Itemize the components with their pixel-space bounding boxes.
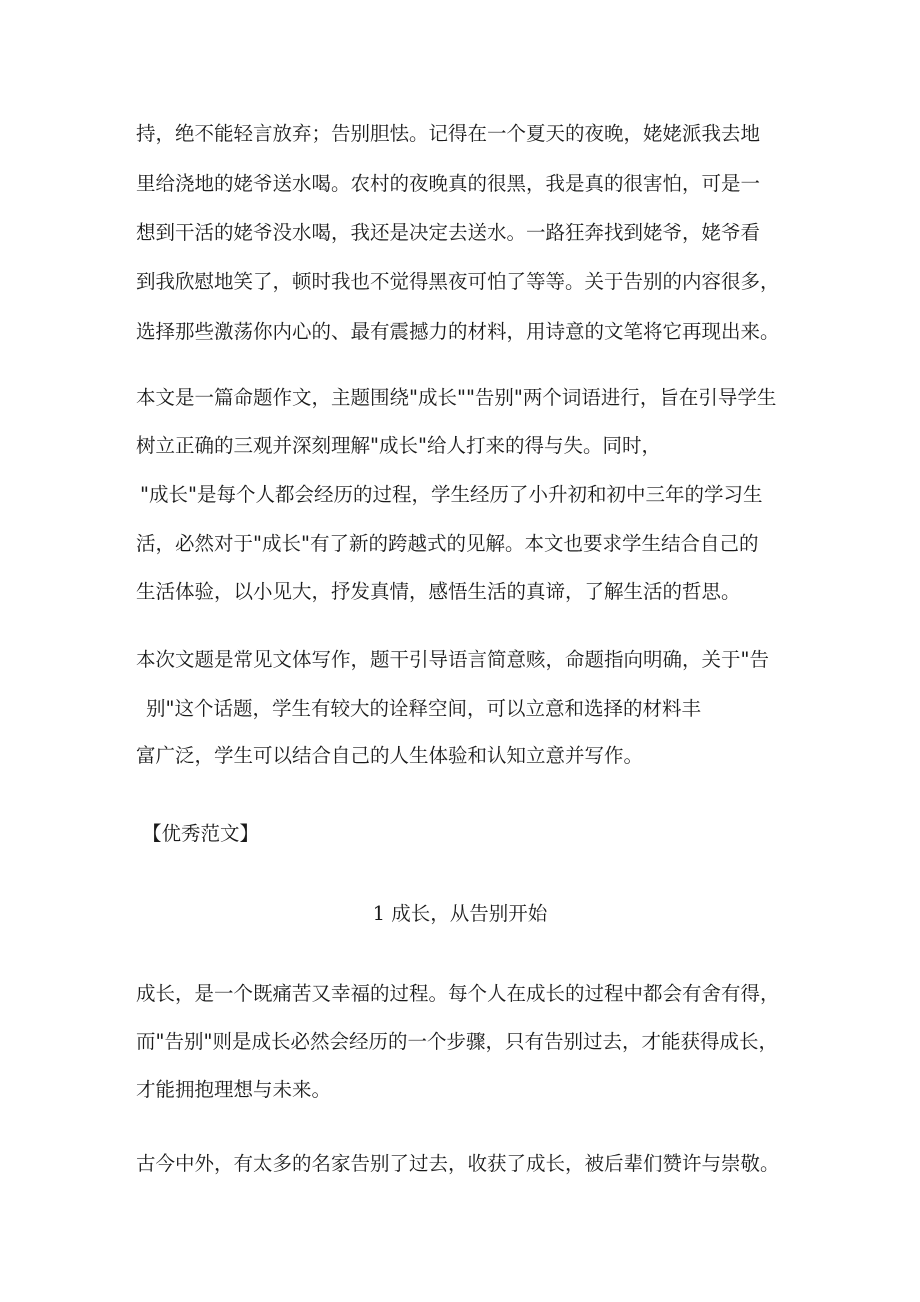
essay-title <box>0 900 920 928</box>
text-line: 树立正确的三观并深刻理解"成长"给人打来的得与失。同时， <box>136 434 661 457</box>
text-line: 生活体验，以小见大，抒发真情，感悟生活的真谛，了解生活的哲思。 <box>136 580 741 603</box>
essay-title-text: 成长，从告别开始 <box>391 902 548 925</box>
text-line: 别"这个话题，学生有较大的诠释空间，可以立意和选择的材料丰 <box>146 697 701 720</box>
text-line: 成长，是一个既痛苦又幸福的过程。每个人在成长的过程中都会有舍有得， <box>136 982 780 1005</box>
text-line: 富广泛，学生可以结合自己的人生体验和认知立意并写作。 <box>136 744 644 767</box>
text-line: 选择那些激荡你内心的、最有震撼力的材料，用诗意的文笔将它再现出来。 <box>136 320 780 343</box>
text-line: 才能拥抱理想与未来。 <box>136 1078 332 1101</box>
text-line: 活，必然对于"成长"有了新的跨越式的见解。本文也要求学生结合自己的 <box>136 532 759 555</box>
text-line: 本文是一篇命题作文，主题围绕"成长""告别"两个词语进行，旨在引导学生 <box>136 386 777 409</box>
section-label: 【优秀范文】 <box>142 822 260 845</box>
text-line: 古今中外，有太多的名家告别了过去，收获了成长，被后辈们赞许与崇敬。 <box>136 1152 780 1175</box>
text-line: 本次文题是常见文体写作，题干引导语言简意赅，命题指向明确，关于"告 <box>136 648 769 671</box>
text-line: 到我欣慰地笑了，顿时我也不觉得黑夜可怕了等等。关于告别的内容很多， <box>136 270 780 293</box>
text-line: 想到干活的姥爷没水喝，我还是决定去送水。一路狂奔找到姥爷，姥爷看 <box>136 221 761 244</box>
text-line: "成长"是每个人都会经历的过程，学生经历了小升初和初中三年的学习生 <box>140 483 763 506</box>
essay-title-number: 1 <box>372 902 386 925</box>
text-line: 而"告别"则是成长必然会经历的一个步骤，只有告别过去，才能获得成长， <box>136 1030 778 1053</box>
text-line: 里给浇地的姥爷送水喝。农村的夜晚真的很黑，我是真的很害怕，可是一 <box>136 172 761 195</box>
text-line: 持，绝不能轻言放弃；告别胆怯。记得在一个夏天的夜晚，姥姥派我去地 <box>136 122 761 145</box>
